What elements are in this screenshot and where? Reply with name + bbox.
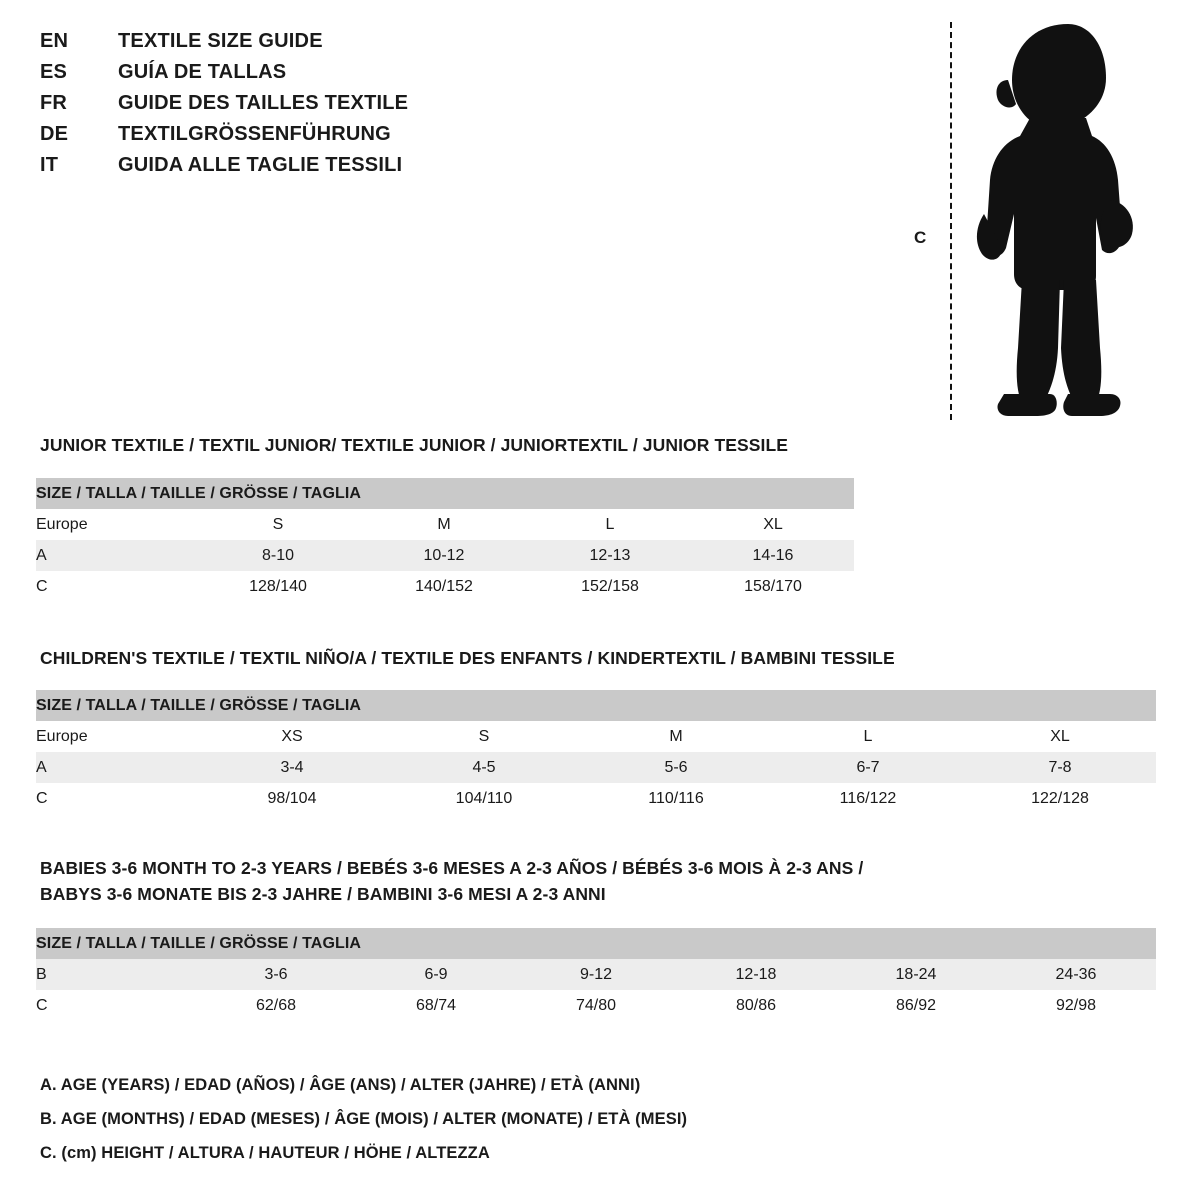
language-code-fr: FR	[40, 92, 68, 114]
babies-row-b-val-4: 18-24	[836, 959, 996, 990]
children-row-c-val-4: 122/128	[964, 783, 1156, 814]
junior-table-header-row	[36, 509, 854, 540]
junior-row-c-val-1: 140/152	[360, 571, 528, 602]
children-row-c	[36, 783, 1156, 814]
children-size-xs: XS	[196, 721, 388, 752]
children-row-a-val-0: 3-4	[196, 752, 388, 783]
junior-row-a-val-0: 8-10	[196, 540, 360, 571]
children-row-a-label: A	[36, 752, 196, 783]
babies-row-c-val-5: 92/98	[996, 990, 1156, 1021]
section-title-junior: JUNIOR TEXTILE / TEXTIL JUNIOR/ TEXTILE JUNIOR / JUNIORTEXTIL / JUNIOR TESSILE	[40, 435, 789, 455]
babies-row-b-val-3: 12-18	[676, 959, 836, 990]
junior-row-a-label: A	[36, 540, 196, 571]
children-row-a-val-3: 6-7	[772, 752, 964, 783]
junior-row-c-val-0: 128/140	[196, 571, 360, 602]
junior-row-c-val-2: 152/158	[528, 571, 692, 602]
babies-row-c-val-0: 62/68	[196, 990, 356, 1021]
junior-size-l: L	[528, 509, 692, 540]
babies-row-b	[36, 959, 1156, 990]
junior-row-a-val-1: 10-12	[360, 540, 528, 571]
language-code-de: DE	[40, 123, 69, 145]
language-title-block	[40, 30, 640, 185]
children-row-a	[36, 752, 1156, 783]
children-row-c-val-0: 98/104	[196, 783, 388, 814]
junior-size-table	[36, 478, 854, 602]
children-row-a-val-2: 5-6	[580, 752, 772, 783]
children-size-table	[36, 690, 1156, 814]
babies-row-b-val-5: 24-36	[996, 959, 1156, 990]
section-title-babies-line2: BABYS 3-6 MONATE BIS 2-3 JAHRE / BAMBINI 3-6 MESI A 2-3 ANNI	[40, 884, 606, 904]
language-row-en	[40, 30, 640, 61]
babies-size-table	[36, 928, 1156, 1021]
babies-row-c-val-4: 86/92	[836, 990, 996, 1021]
babies-row-b-val-2: 9-12	[516, 959, 676, 990]
children-size-s: S	[388, 721, 580, 752]
junior-row-c	[36, 571, 854, 602]
language-title-fr: GUIDE DES TAILLES TEXTILE	[118, 92, 409, 114]
footnote-c: C. (cm) HEIGHT / ALTURA / HAUTEUR / HÖHE / ALTEZZA	[40, 1144, 490, 1162]
junior-region-label: Europe	[36, 509, 196, 540]
language-title-de: TEXTILGRÖSSENFÜHRUNG	[118, 123, 391, 145]
junior-size-m: M	[360, 509, 528, 540]
babies-row-c-label: C	[36, 990, 196, 1021]
babies-table-band-label: SIZE / TALLA / TAILLE / GRÖSSE / TAGLIA	[36, 928, 1156, 959]
language-code-en: EN	[40, 30, 69, 52]
language-row-it	[40, 154, 640, 185]
language-code-es: ES	[40, 61, 68, 83]
language-row-de	[40, 123, 640, 154]
children-region-label: Europe	[36, 721, 196, 752]
children-table-header-row	[36, 721, 1156, 752]
babies-row-c-val-3: 80/86	[676, 990, 836, 1021]
babies-row-b-val-0: 3-6	[196, 959, 356, 990]
language-code-it: IT	[40, 154, 59, 176]
junior-size-xl: XL	[692, 509, 854, 540]
footnotes-block	[40, 1068, 1140, 1170]
footnote-a: A. AGE (YEARS) / EDAD (AÑOS) / ÂGE (ANS) / ALTER (JAHRE) / ETÀ (ANNI)	[40, 1076, 641, 1094]
section-title-children: CHILDREN'S TEXTILE / TEXTIL NIÑO/A / TEXTILE DES ENFANTS / KINDERTEXTIL / BAMBINI TESSILE	[40, 648, 895, 668]
children-size-m: M	[580, 721, 772, 752]
child-silhouette-icon	[960, 18, 1150, 418]
children-row-a-val-4: 7-8	[964, 752, 1156, 783]
footnote-b: B. AGE (MONTHS) / EDAD (MESES) / ÂGE (MOIS) / ALTER (MONATE) / ETÀ (MESI)	[40, 1110, 688, 1128]
babies-row-c	[36, 990, 1156, 1021]
babies-row-b-val-1: 6-9	[356, 959, 516, 990]
babies-row-c-val-2: 74/80	[516, 990, 676, 1021]
children-table-band-row	[36, 690, 1156, 721]
language-row-fr	[40, 92, 640, 123]
dashed-measure-line	[950, 22, 952, 420]
babies-row-b-label: B	[36, 959, 196, 990]
children-row-c-val-3: 116/122	[772, 783, 964, 814]
babies-table-band-row	[36, 928, 1156, 959]
language-title-it: GUIDA ALLE TAGLIE TESSILI	[118, 154, 403, 176]
junior-row-c-label: C	[36, 571, 196, 602]
language-title-es: GUÍA DE TALLAS	[118, 61, 287, 83]
babies-row-c-val-1: 68/74	[356, 990, 516, 1021]
junior-table-band-label: SIZE / TALLA / TAILLE / GRÖSSE / TAGLIA	[36, 478, 854, 509]
height-measure-figure	[900, 10, 1160, 420]
children-row-c-val-1: 104/110	[388, 783, 580, 814]
section-title-babies: BABIES 3-6 MONTH TO 2-3 YEARS / BEBÉS 3-6 MESES A 2-3 AÑOS / BÉBÉS 3-6 MOIS À 2-3 ANS /	[40, 858, 864, 878]
children-table-band-label: SIZE / TALLA / TAILLE / GRÖSSE / TAGLIA	[36, 690, 1156, 721]
children-row-c-label: C	[36, 783, 196, 814]
measure-label-c: C	[914, 228, 927, 247]
junior-row-a	[36, 540, 854, 571]
junior-row-a-val-2: 12-13	[528, 540, 692, 571]
language-title-en: TEXTILE SIZE GUIDE	[118, 30, 323, 52]
junior-row-c-val-3: 158/170	[692, 571, 854, 602]
language-row-es	[40, 61, 640, 92]
junior-size-s: S	[196, 509, 360, 540]
children-size-xl: XL	[964, 721, 1156, 752]
children-row-a-val-1: 4-5	[388, 752, 580, 783]
children-size-l: L	[772, 721, 964, 752]
junior-row-a-val-3: 14-16	[692, 540, 854, 571]
children-row-c-val-2: 110/116	[580, 783, 772, 814]
junior-table-band-row	[36, 478, 854, 509]
